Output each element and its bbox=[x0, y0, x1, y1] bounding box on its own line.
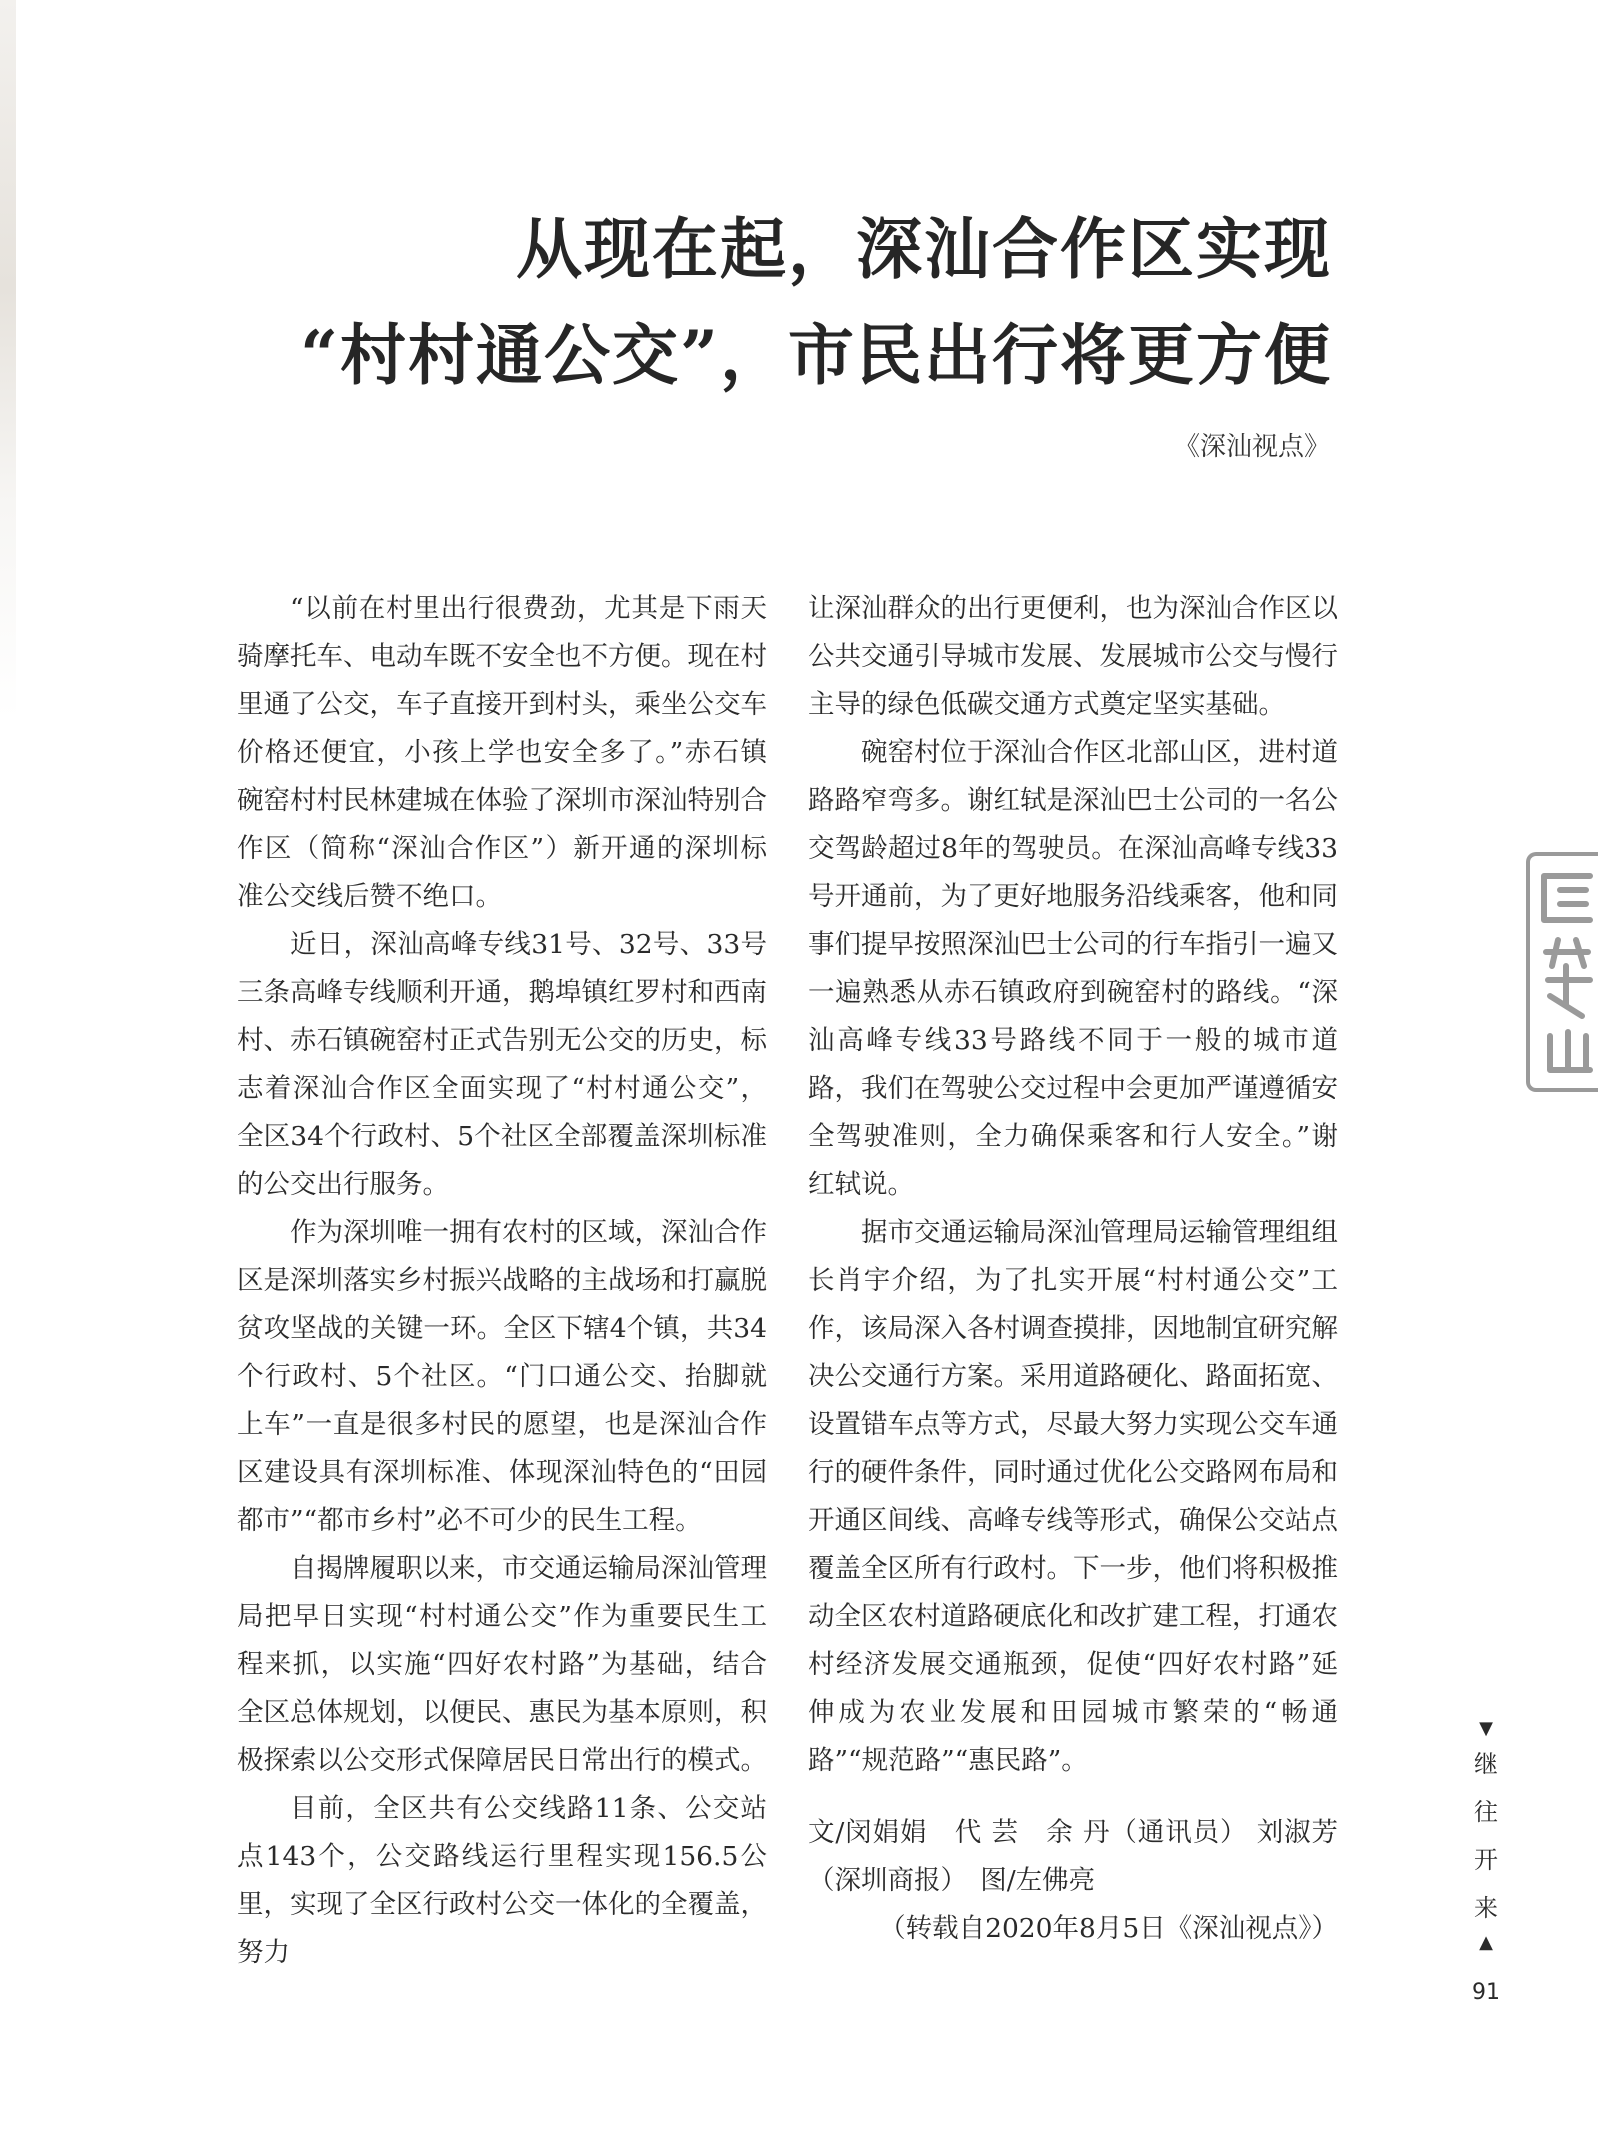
article-title bbox=[300, 196, 1332, 408]
left-column bbox=[237, 585, 767, 1977]
side-nav-char: 开 bbox=[1474, 1846, 1498, 1874]
title-line-2: “村村通公交”，市民出行将更方便 bbox=[300, 316, 1332, 394]
paragraph: “以前在村里出行很费劲，尤其是下雨天骑摩托车、电动车既不安全也不方便。现在村里通了公交，车子直接开到村头，乘坐公交车价格还便宜，小孩上学也安全多了。”赤石镇碗窑村村民林建城在体验了深圳市深汕特别合作区（简称“深汕合作区”）新开通的深圳标准公交线后赞不绝口。 bbox=[237, 593, 767, 912]
left-edge-image-strip bbox=[0, 0, 16, 720]
paragraph: 碗窑村位于深汕合作区北部山区，进村道路路窄弯多。谢红轼是深汕巴士公司的一名公交驾龄超过8年的驾驶员。在深汕高峰专线33号开通前，为了更好地服务沿线乘客，他和同事们提早按照深汕巴士公司的行车指引一遍又一遍熟悉从赤石镇政府到碗窑村的路线。“深汕高峰专线33号路线不同于一般的城市道路，我们在驾驶公交过程中会更加严谨遵循安全驾驶准则，全力确保乘客和行人安全。”谢红轼说。 bbox=[808, 737, 1338, 1200]
side-nav-char: 继 bbox=[1474, 1750, 1498, 1778]
paragraph: 据市交通运输局深汕管理局运输管理组组长肖宇介绍，为了扎实开展“村村通公交”工作，该局深入各村调查摸排，因地制宜研究解决公交通行方案。采用道路硬化、路面拓宽、设置错车点等方式，尽最大努力实现公交车通行的硬件条件，同时通过优化公交路网布局和开通区间线、高峰专线等形式，确保公交站点覆盖全区所有行政村。下一步，他们将积极推动全区农村道路硬底化和改扩建工程，打通农村经济发展交通瓶颈，促使“四好农村路”延伸成为农业发展和田园城市繁荣的“畅通路”“规范路”“惠民路”。 bbox=[808, 1217, 1338, 1776]
paragraph: 近日，深汕高峰专线31号、32号、33号三条高峰专线顺利开通，鹅埠镇红罗村和西南村、赤石镇碗窑村正式告别无公交的历史，标志着深汕合作区全面实现了“村村通公交”，全区34个行政村、5个社区全部覆盖深圳标准的公交出行服务。 bbox=[237, 929, 767, 1200]
reprint-note: （转载自2020年8月5日《深汕视点》） bbox=[879, 1913, 1338, 1944]
paragraph-continuation: 让深汕群众的出行更便利，也为深汕合作区以公共交通引导城市发展、发展城市公交与慢行主导的绿色低碳交通方式奠定坚实基础。 bbox=[808, 593, 1338, 720]
page-number: 91 bbox=[1472, 1980, 1500, 2005]
paragraph: 自揭牌履职以来，市交通运输局深汕管理局把早日实现“村村通公交”作为重要民生工程来抓，以实施“四好农村路”为基础，结合全区总体规划，以便民、惠民为基本原则，积极探索以公交形式保障居民日常出行的模式。 bbox=[237, 1553, 767, 1776]
paragraph: 作为深圳唯一拥有农村的区域，深汕合作区是深圳落实乡村振兴战略的主战场和打赢脱贫攻坚战的关键一环。全区下辖4个镇，共34个行政村、5个社区。“门口通公交、抬脚就上车”一直是很多村民的愿望，也是深汕合作区建设具有深圳标准、体现深汕特色的“田园都市”“都市乡村”必不可少的民生工程。 bbox=[237, 1217, 767, 1536]
side-navigation-label bbox=[1468, 1718, 1504, 1954]
triangle-up-icon: ▲ bbox=[1479, 1932, 1493, 1953]
paragraph: 目前，全区共有公交线路11条、公交站点143个，公交路线运行里程实现156.5公里，实现了全区行政村公交一体化的全覆盖，努力 bbox=[237, 1793, 767, 1968]
seal-stamp-icon bbox=[1526, 852, 1598, 1092]
side-nav-char: 来 bbox=[1474, 1894, 1498, 1922]
title-line-1: 从现在起，深汕合作区实现 bbox=[516, 210, 1332, 288]
right-column bbox=[808, 585, 1338, 1953]
triangle-down-icon: ▼ bbox=[1479, 1718, 1493, 1739]
article-source: 《深汕视点》 bbox=[1173, 432, 1330, 462]
author-credit: 文/闵娟娟 代 芸 余 丹（通讯员） 刘淑芳（深圳商报） 图/左佛亮 bbox=[808, 1817, 1338, 1896]
side-nav-char: 往 bbox=[1474, 1798, 1498, 1826]
